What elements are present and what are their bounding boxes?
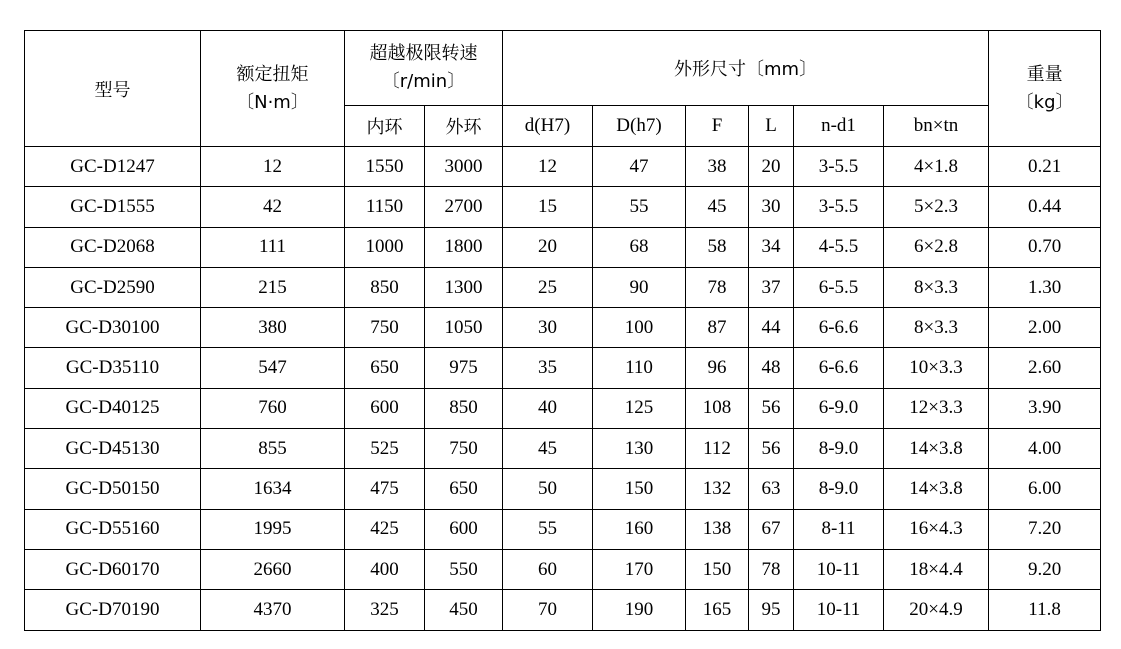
cell-F: 165 bbox=[686, 590, 749, 630]
cell-F: 87 bbox=[686, 308, 749, 348]
cell-speed-outer: 850 bbox=[425, 388, 503, 428]
cell-F: 112 bbox=[686, 429, 749, 469]
cell-F: 138 bbox=[686, 509, 749, 549]
cell-L: 95 bbox=[749, 590, 794, 630]
cell-speed-inner: 1150 bbox=[345, 187, 425, 227]
header-bn-tn: bn×tn bbox=[884, 106, 989, 147]
cell-model: GC-D70190 bbox=[25, 590, 201, 630]
cell-model: GC-D2590 bbox=[25, 267, 201, 307]
cell-speed-inner: 400 bbox=[345, 549, 425, 589]
header-speed-label: 超越极限转速 bbox=[369, 43, 478, 64]
cell-torque: 215 bbox=[201, 267, 345, 307]
cell-L: 56 bbox=[749, 388, 794, 428]
cell-torque: 12 bbox=[201, 147, 345, 187]
header-speed-unit: 〔r/min〕 bbox=[381, 71, 466, 92]
cell-D: 190 bbox=[593, 590, 686, 630]
cell-L: 67 bbox=[749, 509, 794, 549]
cell-bn-tn: 8×3.3 bbox=[884, 308, 989, 348]
cell-d: 50 bbox=[503, 469, 593, 509]
cell-torque: 855 bbox=[201, 429, 345, 469]
cell-model: GC-D55160 bbox=[25, 509, 201, 549]
cell-torque: 111 bbox=[201, 227, 345, 267]
table-body bbox=[25, 147, 1101, 631]
header-weight-unit: 〔kg〕 bbox=[1015, 91, 1074, 113]
cell-model: GC-D50150 bbox=[25, 469, 201, 509]
cell-model: GC-D1247 bbox=[25, 147, 201, 187]
cell-L: 34 bbox=[749, 227, 794, 267]
cell-n-d1: 6-6.6 bbox=[794, 308, 884, 348]
cell-F: 132 bbox=[686, 469, 749, 509]
cell-weight: 0.21 bbox=[989, 147, 1101, 187]
table-row bbox=[25, 469, 1101, 509]
cell-D: 55 bbox=[593, 187, 686, 227]
cell-model: GC-D1555 bbox=[25, 187, 201, 227]
header-inner-ring: 内环 bbox=[345, 106, 425, 147]
cell-D: 47 bbox=[593, 147, 686, 187]
cell-model: GC-D40125 bbox=[25, 388, 201, 428]
cell-torque: 547 bbox=[201, 348, 345, 388]
cell-speed-inner: 475 bbox=[345, 469, 425, 509]
cell-model: GC-D35110 bbox=[25, 348, 201, 388]
header-outer-ring: 外环 bbox=[425, 106, 503, 147]
cell-d: 40 bbox=[503, 388, 593, 428]
cell-n-d1: 8-11 bbox=[794, 509, 884, 549]
header-weight-label: 重量 bbox=[1026, 63, 1063, 85]
cell-d: 35 bbox=[503, 348, 593, 388]
cell-F: 78 bbox=[686, 267, 749, 307]
cell-weight: 0.70 bbox=[989, 227, 1101, 267]
cell-D: 100 bbox=[593, 308, 686, 348]
cell-d: 60 bbox=[503, 549, 593, 589]
cell-L: 20 bbox=[749, 147, 794, 187]
cell-torque: 1634 bbox=[201, 469, 345, 509]
table-row bbox=[25, 348, 1101, 388]
cell-D: 90 bbox=[593, 267, 686, 307]
cell-weight: 6.00 bbox=[989, 469, 1101, 509]
cell-speed-inner: 325 bbox=[345, 590, 425, 630]
cell-F: 108 bbox=[686, 388, 749, 428]
header-n-d1: n-d1 bbox=[794, 106, 884, 147]
cell-n-d1: 6-9.0 bbox=[794, 388, 884, 428]
cell-speed-inner: 600 bbox=[345, 388, 425, 428]
cell-weight: 1.30 bbox=[989, 267, 1101, 307]
cell-bn-tn: 5×2.3 bbox=[884, 187, 989, 227]
header-d: d(H7) bbox=[503, 106, 593, 147]
header-speed bbox=[345, 31, 503, 106]
cell-d: 30 bbox=[503, 308, 593, 348]
cell-L: 30 bbox=[749, 187, 794, 227]
cell-bn-tn: 4×1.8 bbox=[884, 147, 989, 187]
header-row-top bbox=[25, 31, 1101, 106]
table-row bbox=[25, 227, 1101, 267]
cell-L: 63 bbox=[749, 469, 794, 509]
cell-n-d1: 3-5.5 bbox=[794, 187, 884, 227]
cell-n-d1: 10-11 bbox=[794, 590, 884, 630]
table-row bbox=[25, 429, 1101, 469]
cell-bn-tn: 16×4.3 bbox=[884, 509, 989, 549]
cell-speed-outer: 750 bbox=[425, 429, 503, 469]
cell-D: 170 bbox=[593, 549, 686, 589]
cell-bn-tn: 14×3.8 bbox=[884, 469, 989, 509]
cell-F: 150 bbox=[686, 549, 749, 589]
cell-weight: 3.90 bbox=[989, 388, 1101, 428]
cell-n-d1: 6-6.6 bbox=[794, 348, 884, 388]
cell-model: GC-D60170 bbox=[25, 549, 201, 589]
cell-d: 15 bbox=[503, 187, 593, 227]
cell-L: 56 bbox=[749, 429, 794, 469]
cell-D: 110 bbox=[593, 348, 686, 388]
cell-L: 48 bbox=[749, 348, 794, 388]
cell-d: 25 bbox=[503, 267, 593, 307]
header-L: L bbox=[749, 106, 794, 147]
cell-weight: 9.20 bbox=[989, 549, 1101, 589]
cell-model: GC-D30100 bbox=[25, 308, 201, 348]
table-row bbox=[25, 187, 1101, 227]
table-row bbox=[25, 308, 1101, 348]
cell-bn-tn: 8×3.3 bbox=[884, 267, 989, 307]
cell-speed-outer: 3000 bbox=[425, 147, 503, 187]
cell-torque: 1995 bbox=[201, 509, 345, 549]
cell-torque: 4370 bbox=[201, 590, 345, 630]
table-row bbox=[25, 509, 1101, 549]
cell-weight: 2.00 bbox=[989, 308, 1101, 348]
cell-D: 130 bbox=[593, 429, 686, 469]
cell-D: 68 bbox=[593, 227, 686, 267]
cell-n-d1: 3-5.5 bbox=[794, 147, 884, 187]
cell-D: 160 bbox=[593, 509, 686, 549]
table-row bbox=[25, 388, 1101, 428]
cell-speed-outer: 1300 bbox=[425, 267, 503, 307]
cell-bn-tn: 20×4.9 bbox=[884, 590, 989, 630]
cell-bn-tn: 14×3.8 bbox=[884, 429, 989, 469]
cell-D: 150 bbox=[593, 469, 686, 509]
cell-speed-outer: 650 bbox=[425, 469, 503, 509]
cell-F: 38 bbox=[686, 147, 749, 187]
cell-d: 12 bbox=[503, 147, 593, 187]
cell-F: 96 bbox=[686, 348, 749, 388]
table-row bbox=[25, 549, 1101, 589]
cell-speed-outer: 2700 bbox=[425, 187, 503, 227]
cell-bn-tn: 12×3.3 bbox=[884, 388, 989, 428]
cell-d: 70 bbox=[503, 590, 593, 630]
cell-speed-inner: 850 bbox=[345, 267, 425, 307]
cell-d: 20 bbox=[503, 227, 593, 267]
cell-speed-outer: 975 bbox=[425, 348, 503, 388]
cell-d: 45 bbox=[503, 429, 593, 469]
header-torque-unit: 〔N·m〕 bbox=[236, 91, 309, 113]
cell-speed-inner: 1550 bbox=[345, 147, 425, 187]
cell-torque: 380 bbox=[201, 308, 345, 348]
cell-F: 58 bbox=[686, 227, 749, 267]
table-row bbox=[25, 590, 1101, 630]
header-torque-label: 额定扭矩 bbox=[236, 63, 309, 85]
cell-speed-inner: 1000 bbox=[345, 227, 425, 267]
header-model: 型号 bbox=[25, 31, 201, 147]
cell-d: 55 bbox=[503, 509, 593, 549]
header-weight bbox=[989, 31, 1101, 147]
cell-speed-outer: 1800 bbox=[425, 227, 503, 267]
cell-bn-tn: 18×4.4 bbox=[884, 549, 989, 589]
cell-speed-outer: 550 bbox=[425, 549, 503, 589]
cell-L: 44 bbox=[749, 308, 794, 348]
cell-bn-tn: 6×2.8 bbox=[884, 227, 989, 267]
cell-weight: 2.60 bbox=[989, 348, 1101, 388]
spec-table bbox=[24, 30, 1101, 631]
cell-bn-tn: 10×3.3 bbox=[884, 348, 989, 388]
cell-F: 45 bbox=[686, 187, 749, 227]
cell-n-d1: 8-9.0 bbox=[794, 469, 884, 509]
cell-weight: 0.44 bbox=[989, 187, 1101, 227]
header-torque bbox=[201, 31, 345, 147]
cell-weight: 7.20 bbox=[989, 509, 1101, 549]
cell-n-d1: 10-11 bbox=[794, 549, 884, 589]
cell-weight: 11.8 bbox=[989, 590, 1101, 630]
cell-torque: 42 bbox=[201, 187, 345, 227]
cell-D: 125 bbox=[593, 388, 686, 428]
cell-torque: 2660 bbox=[201, 549, 345, 589]
cell-L: 78 bbox=[749, 549, 794, 589]
cell-speed-inner: 650 bbox=[345, 348, 425, 388]
cell-n-d1: 4-5.5 bbox=[794, 227, 884, 267]
header-dimensions: 外形尺寸〔mm〕 bbox=[503, 31, 989, 106]
table-row bbox=[25, 147, 1101, 187]
table-row bbox=[25, 267, 1101, 307]
cell-L: 37 bbox=[749, 267, 794, 307]
cell-model: GC-D45130 bbox=[25, 429, 201, 469]
cell-speed-outer: 450 bbox=[425, 590, 503, 630]
cell-n-d1: 6-5.5 bbox=[794, 267, 884, 307]
cell-weight: 4.00 bbox=[989, 429, 1101, 469]
cell-speed-inner: 525 bbox=[345, 429, 425, 469]
cell-speed-outer: 600 bbox=[425, 509, 503, 549]
header-D: D(h7) bbox=[593, 106, 686, 147]
cell-torque: 760 bbox=[201, 388, 345, 428]
cell-n-d1: 8-9.0 bbox=[794, 429, 884, 469]
cell-speed-inner: 750 bbox=[345, 308, 425, 348]
header-F: F bbox=[686, 106, 749, 147]
cell-speed-outer: 1050 bbox=[425, 308, 503, 348]
cell-speed-inner: 425 bbox=[345, 509, 425, 549]
cell-model: GC-D2068 bbox=[25, 227, 201, 267]
